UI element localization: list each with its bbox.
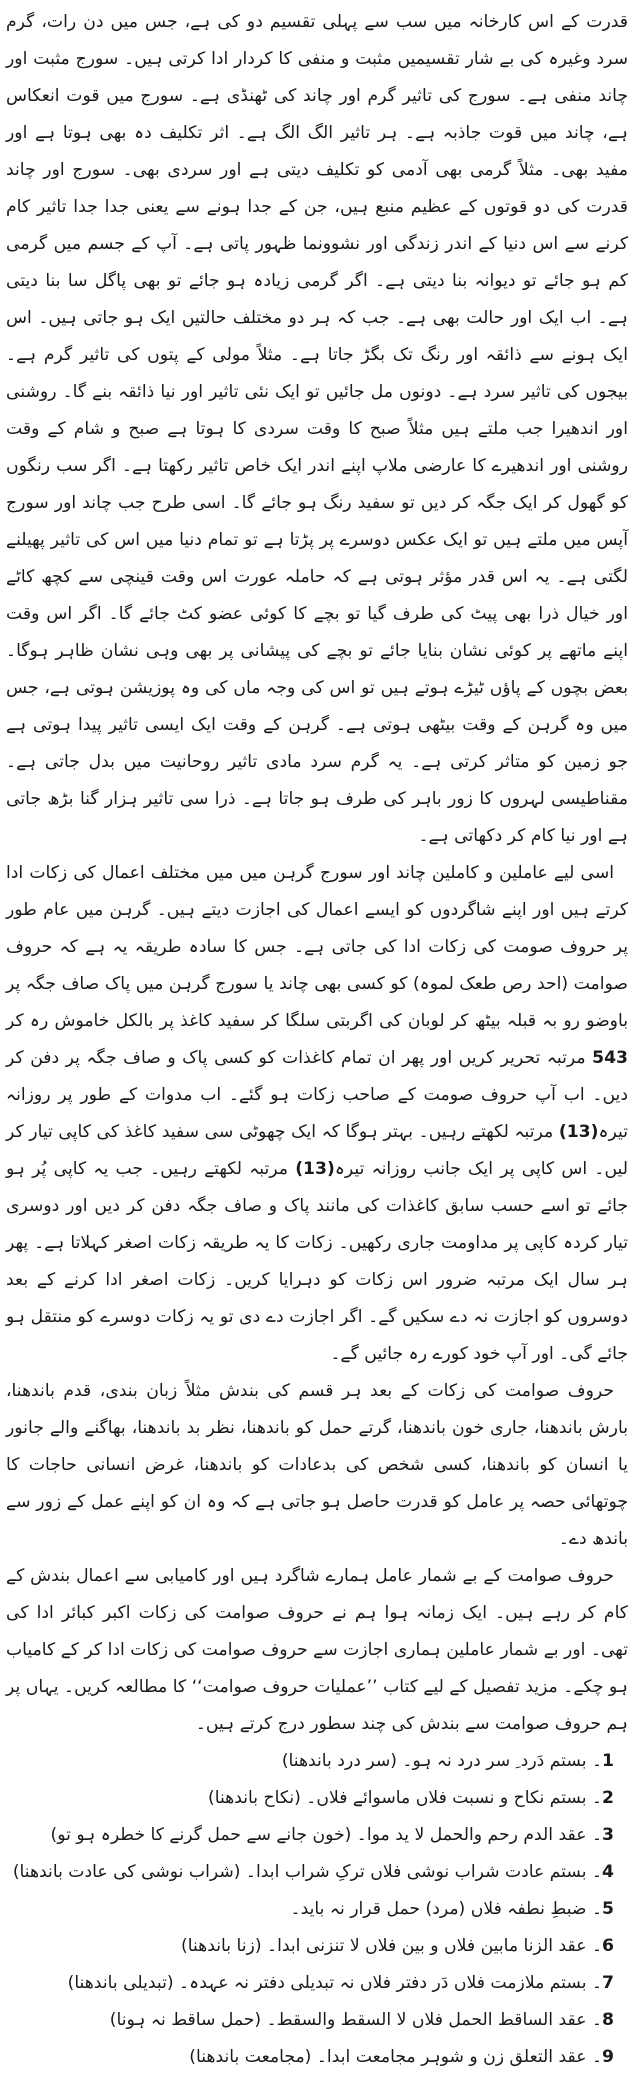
- list-item: [6, 1743, 614, 1780]
- list-number: 5: [602, 1899, 614, 1919]
- list-item: [6, 1780, 614, 1817]
- list-item: [6, 1854, 614, 1891]
- list-text: ۔ بستم عادت شراب نوشی فلاں ترکِ شراب ابدا۔ (شراب نوشی کی عادت باندھنا): [12, 1862, 603, 1882]
- list-text: ۔ بستم دَرد ِ سر درد نہ ہو۔ (سر درد باندھنا): [281, 1751, 603, 1771]
- list-number: 7: [602, 1973, 614, 1993]
- list-text: ۔ عقد التعلق زن و شوہر مجامعت ابدا۔ (مجامعت باندھنا): [189, 2047, 603, 2067]
- list-text: ۔ عقد الدم رحم والحمل لا ید موا۔ (خون جانے سے حمل گرنے کا خطرہ ہو تو): [50, 1825, 603, 1845]
- list-number: 3: [602, 1825, 614, 1845]
- paragraph-zakat-method: [6, 855, 628, 1373]
- list-number: 9: [602, 2047, 614, 2067]
- count-13: (13): [558, 1122, 599, 1142]
- list-text: ۔ بستم ملازمت فلاں دَر دفتر فلاں نہ تبدیلی دفتر نہ عہدہ۔ (تبدیلی باندھنا): [67, 1973, 603, 1993]
- paragraph-intro: قدرت کے اس کارخانہ میں سب سے پہلی تقسیم دو کی ہے، جس میں دن رات، گرم سرد وغیرہ کی بے شار تقسیمیں مثبت و منفی کا کردار ادا کرتی ہیں۔ سورج مثبت اور چاند منفی ہے۔ سورج کی تاثیر گرم اور چاند کی ٹھنڈی ہے۔ سورج میں قوت انعکاس ہے، چاند میں قوت جاذبہ ہے۔ ہر تاثیر الگ الگ ہے۔ اثر تکلیف دہ بھی ہوتا ہے اور مفید بھی۔ مثلاً گرمی بھی آدمی کو تکلیف دیتی ہے اور سردی بھی۔ سورج اور چاند قدرت کی دو قوتوں کے عظیم منبع ہیں، جن کے جدا ہونے سے یعنی جدا جدا تاثیر کام کرنے سے اس دنیا کے اندر زندگی اور نشوونما ظہور پاتی ہے۔ آپ کے جسم میں گرمی کم ہو جائے تو دیوانہ بنا دیتی ہے۔ اگر گرمی زیادہ ہو جائے تو بھی پاگل سا بنا دیتی ہے۔ اب ایک اور حالت بھی ہے۔ جب کہ ہر دو مختلف حالتیں ایک ہو جاتی ہیں۔ اس ایک ہونے سے ذائقہ اور رنگ تک بگڑ جاتا ہے۔ مثلاً مولی کے پتوں کی تاثیر گرم ہے۔ بیجوں کی تاثیر سرد ہے۔ دونوں مل جائیں تو ایک نئی تاثیر اور نیا ذائقہ بنے گا۔ روشنی اور اندھیرا جب ملتے ہیں مثلاً صبح کا وقت سردی کا ہوتا ہے صبح و شام کے وقت روشنی اور اندھیرے کا عارضی ملاپ اپنے اندر ایک خاص تاثیر رکھتا ہے۔ اگر سب رنگوں کو گھول کر ایک جگہ کر دیں تو سفید رنگ ہو جائے گا۔ اسی طرح جب چاند اور سورج آپس میں ملتے ہیں تو ایک عکس دوسرے پر پڑتا ہے تو تمام دنیا میں اس کی تاثیر پھیلنے لگتی ہے۔ یہ اس قدر مؤثر ہوتی ہے کہ حاملہ عورت اس وقت قینچی سے کچھ کاٹے اور خیال ذرا بھی پیٹ کی طرف گیا تو بچے کا کوئی عضو کٹ جائے گا۔ اگر اس وقت اپنے ماتھے پر کوئی نشان بنایا جائے تو بچے کی پیشانی پر بھی وہی نشان ظاہر ہوگا۔ بعض بچوں کے پاؤں ٹیڑے ہوتے ہیں تو اس کی وجہ ماں کی وہ پوزیشن ہوتی ہے، جس میں وہ گرہن کے وقت بیٹھی ہوتی ہے۔ گرہن کے وقت ایک ایسی تاثیر پیدا ہوتی ہے جو زمین کو متاثر کرتی ہے۔ یہ گرم سرد مادی تاثیر روحانیت میں بدل جاتی ہے۔ مقناطیسی لہروں کا زور باہر کی طرف ہو جاتا ہے۔ ذرا سی تاثیر ہزار گنا بڑھ جاتی ہے اور نیا کام کر دکھاتی ہے۔: [6, 12, 628, 846]
- list-text: ۔ عقد الزنا مابین فلاں و بین فلاں لا تنزنی ابدا۔ (زنا باندھنا): [181, 1936, 603, 1956]
- list-number: 1: [602, 1751, 614, 1771]
- list-number: 8: [602, 2010, 614, 2030]
- list-number: 6: [602, 1936, 614, 1956]
- list-item: [6, 1965, 614, 2002]
- list-item: [6, 2002, 614, 2039]
- list-text: ۔ ضبطِ نطفہ فلاں (مرد) حمل قرار نہ باید۔: [290, 1899, 603, 1919]
- list-item: [6, 1928, 614, 1965]
- list-item: [6, 2039, 614, 2076]
- list-item: [6, 1817, 614, 1854]
- paragraph-bandish-types: حروف صوامت کی زکات کے بعد ہر قسم کی بندش مثلاً زبان بندی، قدم باندھنا، بارش باندھنا، جاری خون باندھنا، گرتے حمل کو باندھنا، نظر بد باندھنا، بھاگنے والے جانور یا انسان کو باندھنا، کسی شخص کی بدعادات کو باندھنا، غرض انسانی حاجات کا چوتھائی حصہ پر عامل کو قدرت حاصل ہو جاتی ہے کہ وہ ان کو اپنے عمل کے زور سے باندھ دے۔: [6, 1381, 628, 1549]
- paragraph-text: اسی لیے عاملین و کاملین چاند اور سورج گرہن میں میں مختلف اعمال کی زکات ادا کرتے ہیں اور اپنے شاگردوں کو ایسے اعمال کی اجازت دیتے ہیں۔ گرہن میں عام طور پر حروف صومت کی زکات ادا کی جاتی ہے۔ جس کا سادہ طریقہ یہ ہے کہ حروف صوامت (احد رص طعک لموہ) کو کسی بھی چاند یا سورج گرہن میں پاک صاف جگہ پر باوضو رو بہ قبلہ بیٹھ کر لوبان کی اگربتی سلگا کر سفید کاغذ پر بالکل خاموش رہ کر: [6, 863, 628, 1031]
- paragraph-text: مرتبہ لکھتے رہیں۔ بہتر ہوگا کہ ایک چھوٹی سی سفید کاغذ کی کاپی تیار کر لیں۔ اس کاپی پر ایک جانب روزانہ تیرہ: [6, 1122, 628, 1179]
- list-text: ۔ عقد الساقط الحمل فلاں لا السقط والسقط۔ (حمل ساقط نہ ہونا): [109, 2010, 603, 2030]
- paragraph-students: حروف صوامت کے بے شمار عامل ہمارے شاگرد ہیں اور کامیابی سے اعمال بندش کے کام کر رہے ہیں۔ ایک زمانہ ہوا ہم نے حروف صوامت کی زکات اکبر کبائر ادا کی تھی۔ اور بے شمار عاملین ہماری اجازت سے حروف صوامت کی زکات ادا کر کے کامیاب ہو چکے۔ مزید تفصیل کے لیے کتاب ’’عملیات حروف صوامت‘‘ کا مطالعہ کریں۔ یہاں پر ہم حروف صوامت سے بندش کی چند سطور درج کرتے ہیں۔: [6, 1566, 628, 1734]
- list-number: 4: [602, 1862, 614, 1882]
- paragraph-text: مرتبہ لکھتے رہیں۔ جب یہ کاپی پُر ہو جائے تو اسے حسب سابق کاغذات کی مانند پاک و صاف جگہ دفن کر دیں اور دوسری تیار کردہ کاپی پر مداومت جاری رکھیں۔ زکات کا یہ طریقہ زکات اصغر کہلاتا ہے۔ پھر ہر سال ایک مرتبہ ضرور اس زکات کو دہرایا کریں۔ زکات اصغر ادا کرنے کے بعد دوسروں کو اجازت نہ دے سکیں گے۔ اگر اجازت دے دی تو یہ زکات دوسرے کو منتقل ہو جائے گی۔ اور آپ خود کورے رہ جائیں گے۔: [6, 1159, 628, 1364]
- bandish-list: [6, 1743, 628, 2076]
- count-13: (13): [295, 1159, 335, 1179]
- list-number: 2: [602, 1788, 614, 1808]
- list-text: ۔ بستم نکاح و نسبت فلاں ماسوائے فلاں۔ (نکاح باندھنا): [208, 1788, 603, 1808]
- count-543: 543: [592, 1048, 628, 1068]
- paragraph-text: مرتبہ تحریر کریں اور پھر ان تمام کاغذات کو کسی پاک و صاف جگہ پر دفن کر دیں۔ اب آپ حروف صومت کے صاحب زکات ہو گئے۔ اب مدوات کے طور پر روزانہ تیرہ: [6, 1048, 629, 1142]
- list-item: [6, 1891, 614, 1928]
